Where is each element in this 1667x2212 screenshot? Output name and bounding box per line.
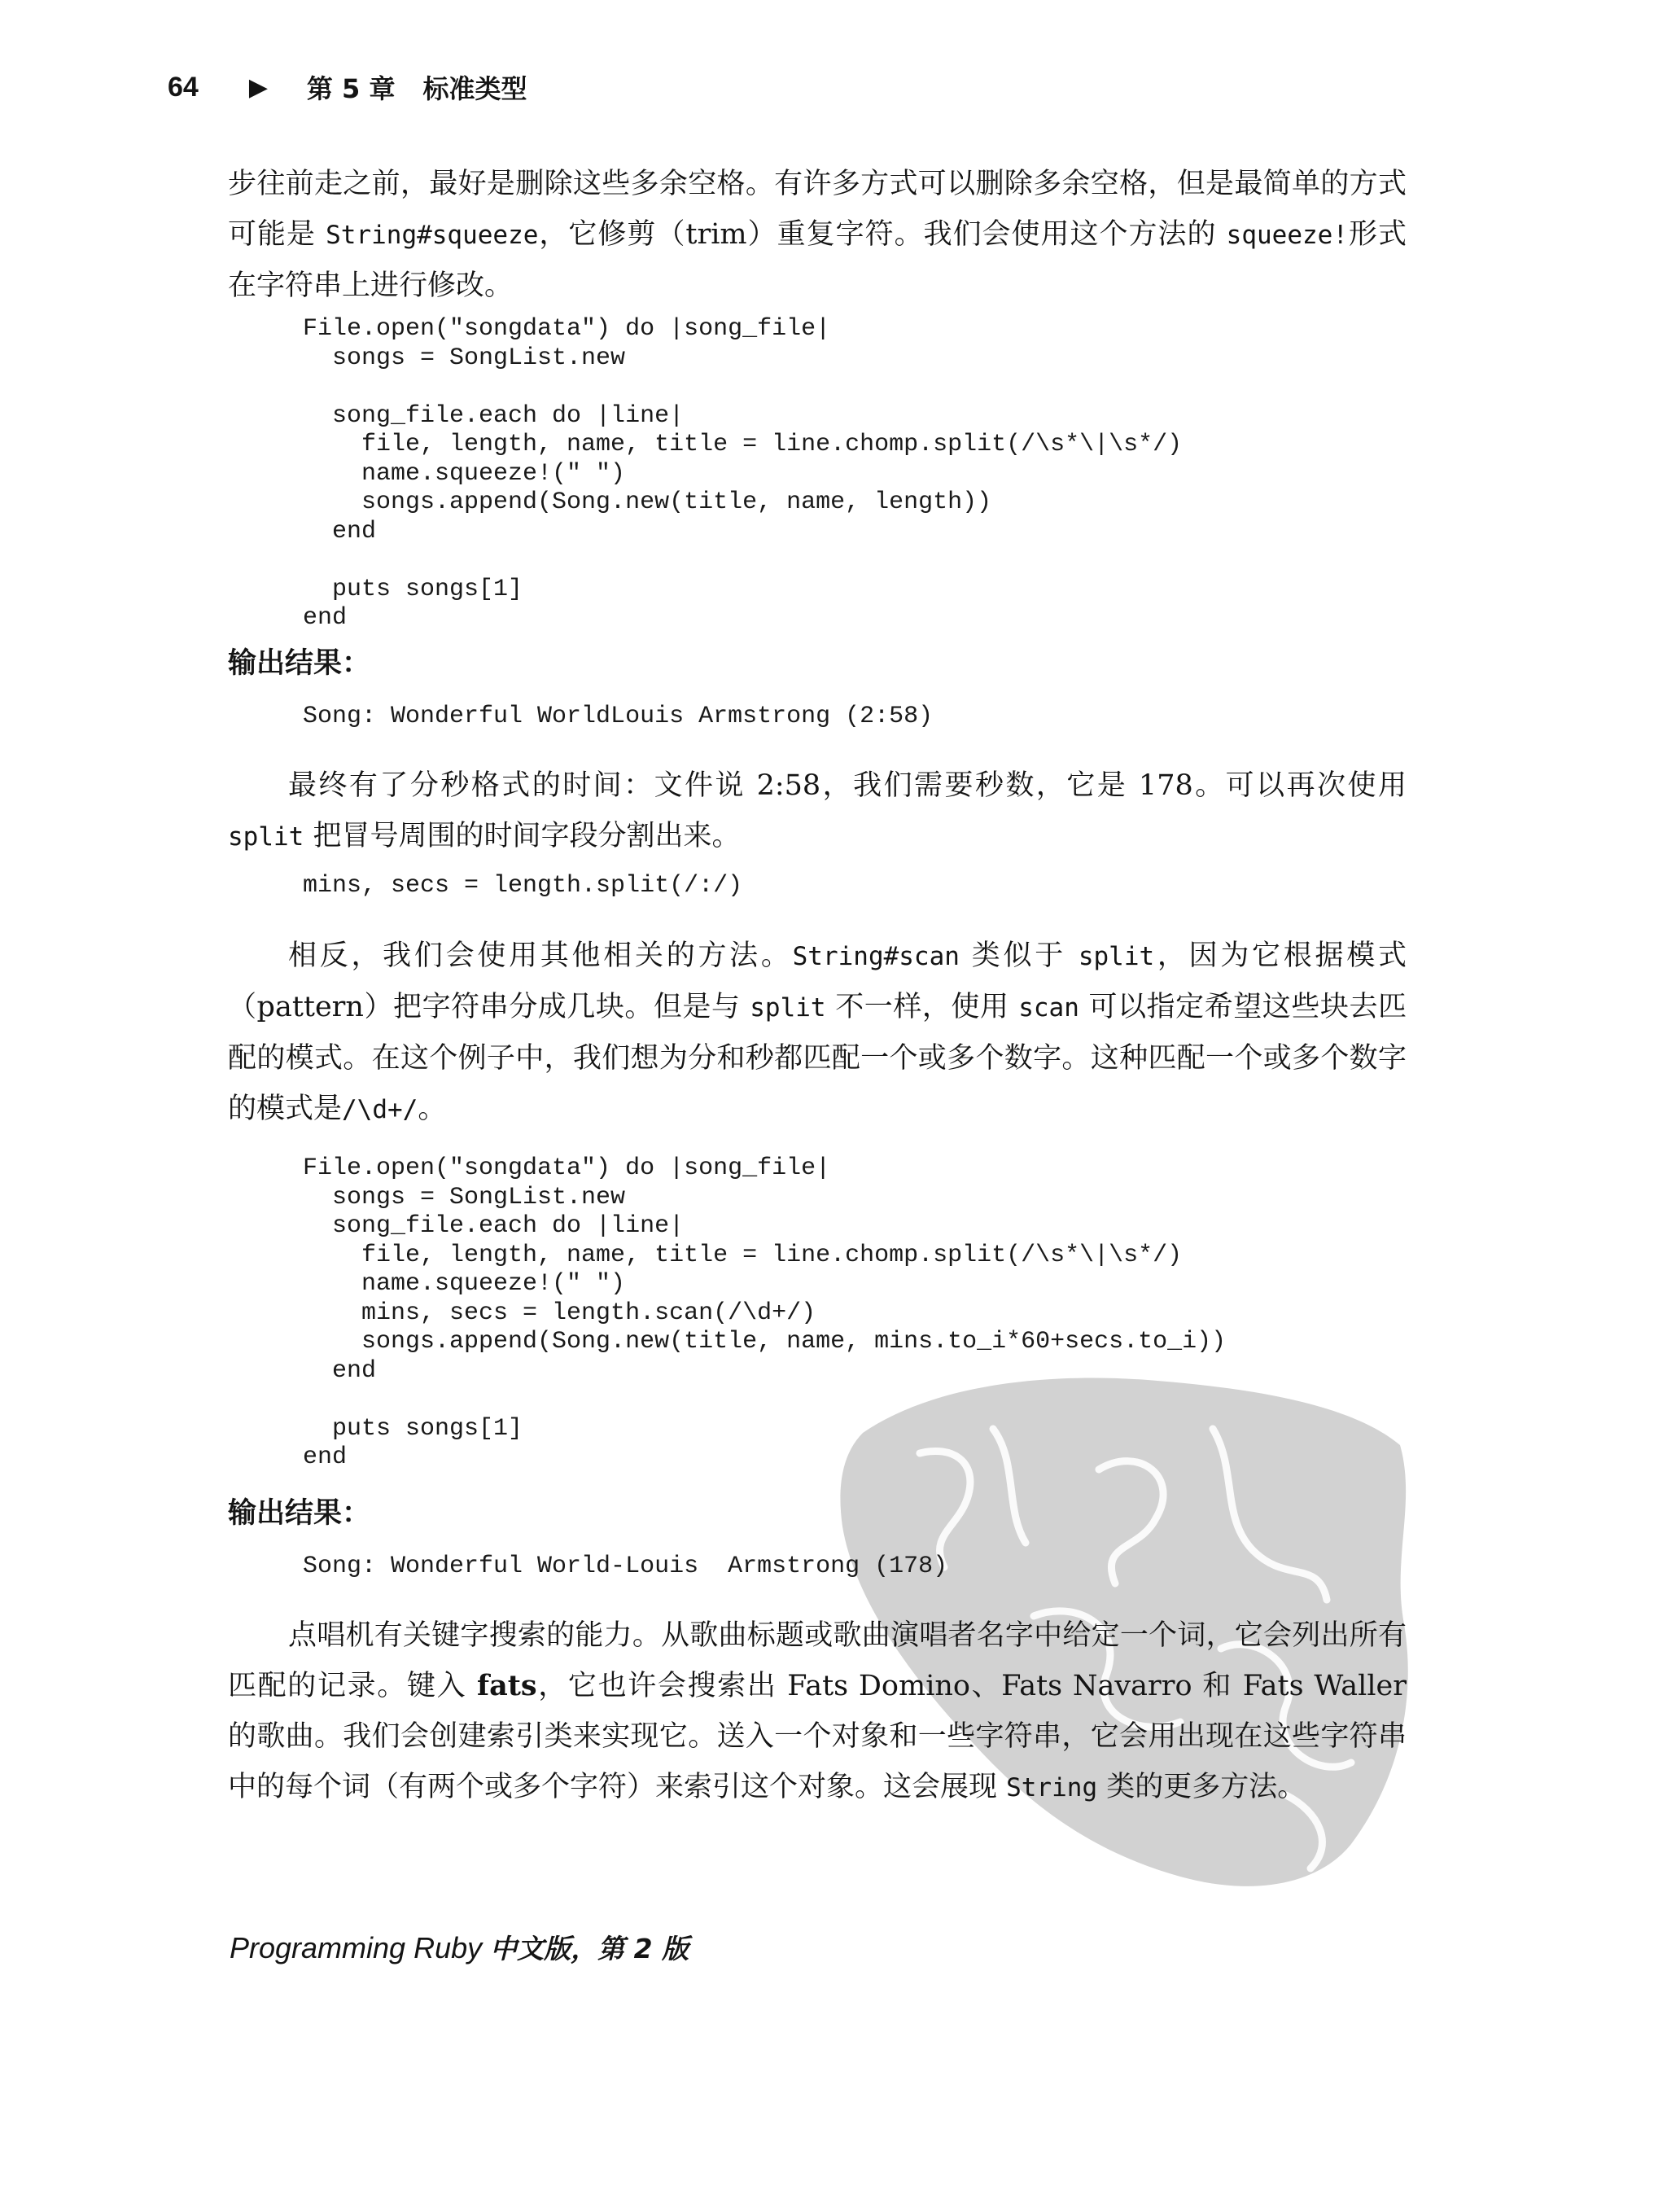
chapter-number: 第 5 章 <box>306 73 396 104</box>
paragraph <box>228 159 1407 311</box>
play-triangle-icon: ▶ <box>248 72 268 102</box>
inline-code: split <box>228 822 304 852</box>
running-footer <box>230 1928 689 1966</box>
inline-code: String <box>1006 1773 1098 1802</box>
book-title: Programming Ruby <box>230 1931 491 1965</box>
code-block: File.open("songdata") do |song_file| songs = SongList.new song_file.each do |line| file, length, name, title = line.chomp.split(/\s*\|\s*/) name.squeeze!(" ") songs.append(Song.new(title, name, length)) end puts songs[1] end <box>303 315 1183 632</box>
paragraph-text: 把冒号周围的时间字段分割出来。 <box>304 820 741 852</box>
paragraph-text: ，因为它根据模式（pattern）把字符串分成几块。但是与 <box>228 940 1407 1023</box>
code-block: mins, secs = length.split(/:/) <box>303 872 743 900</box>
paragraph <box>228 1610 1407 1813</box>
inline-code: String#scan <box>792 942 960 971</box>
output-label: 输出结果： <box>228 646 371 680</box>
inline-code: String#squeeze <box>326 221 539 250</box>
inline-code: squeeze! <box>1226 221 1348 250</box>
paragraph-text: ，它也许会搜索出 Fats Domino、Fats Navarro 和 Fats Waller 的歌曲。我们会创建索引类来实现它。送入一个对象和一些字符串，它会用出现在这些字符串中的每个词（有两个或多个字符）来索引这个对象。这会展现 <box>228 1670 1407 1803</box>
paragraph-text: 步往前走之前，最好是删除这些多余空格。有许多方式可以删除多余空格，但是最简单的方式可能是 <box>228 168 1407 251</box>
paragraph-text: 相反，我们会使用其他相关的方法。 <box>288 940 793 972</box>
output-block: Song: Wonderful World-Louis Armstrong (178) <box>303 1553 948 1580</box>
paragraph-text: 类似于 <box>959 940 1079 972</box>
inline-code: /\d+/ <box>342 1095 418 1124</box>
paragraph <box>228 931 1407 1135</box>
bold-keyword: fats <box>477 1669 537 1702</box>
output-label: 输出结果： <box>228 1496 371 1530</box>
paragraph <box>228 760 1407 862</box>
page-number: 64 <box>168 71 199 103</box>
paragraph-text: 点唱机有关键字搜索的能力。从歌曲标题或歌曲演唱者名字中给定一个词，它会列出所有匹配的记录。键入 <box>228 1619 1407 1702</box>
paragraph-text: 最终有了分秒格式的时间：文件说 2:58，我们需要秒数，它是 178。可以再次使用 <box>288 769 1407 802</box>
inline-code: split <box>1078 942 1155 971</box>
chapter-title: 标准类型 <box>422 73 527 104</box>
running-header <box>168 67 527 107</box>
paragraph-text: 类的更多方法。 <box>1097 1771 1306 1803</box>
paragraph-text: ，它修剪（trim）重复字符。我们会使用这个方法的 <box>538 218 1227 251</box>
inline-code: split <box>750 993 826 1023</box>
paragraph-text: 可以指定希望这些块去匹配的模式。在这个例子中，我们想为分和秒都匹配一个或多个数字。这种匹配一个或多个数字的模式是 <box>228 991 1407 1125</box>
paragraph-text: 不一样，使用 <box>825 991 1019 1023</box>
inline-code: scan <box>1018 993 1079 1023</box>
code-block: File.open("songdata") do |song_file| songs = SongList.new song_file.each do |line| file, length, name, title = line.chomp.split(/\s*\|\s*/) name.squeeze!(" ") mins, secs = length.scan(/\d+/) songs.append(Song.new(title, name, mins.to_i*60+secs.to_i)) end puts songs[1] end <box>303 1154 1227 1471</box>
paragraph-text: 。 <box>418 1093 447 1125</box>
paragraph-text: 形式在字符串上进行修改。 <box>228 218 1407 302</box>
book-edition: 中文版，第 2 版 <box>490 1933 689 1965</box>
output-block: Song: Wonderful WorldLouis Armstrong (2:58) <box>303 703 934 730</box>
